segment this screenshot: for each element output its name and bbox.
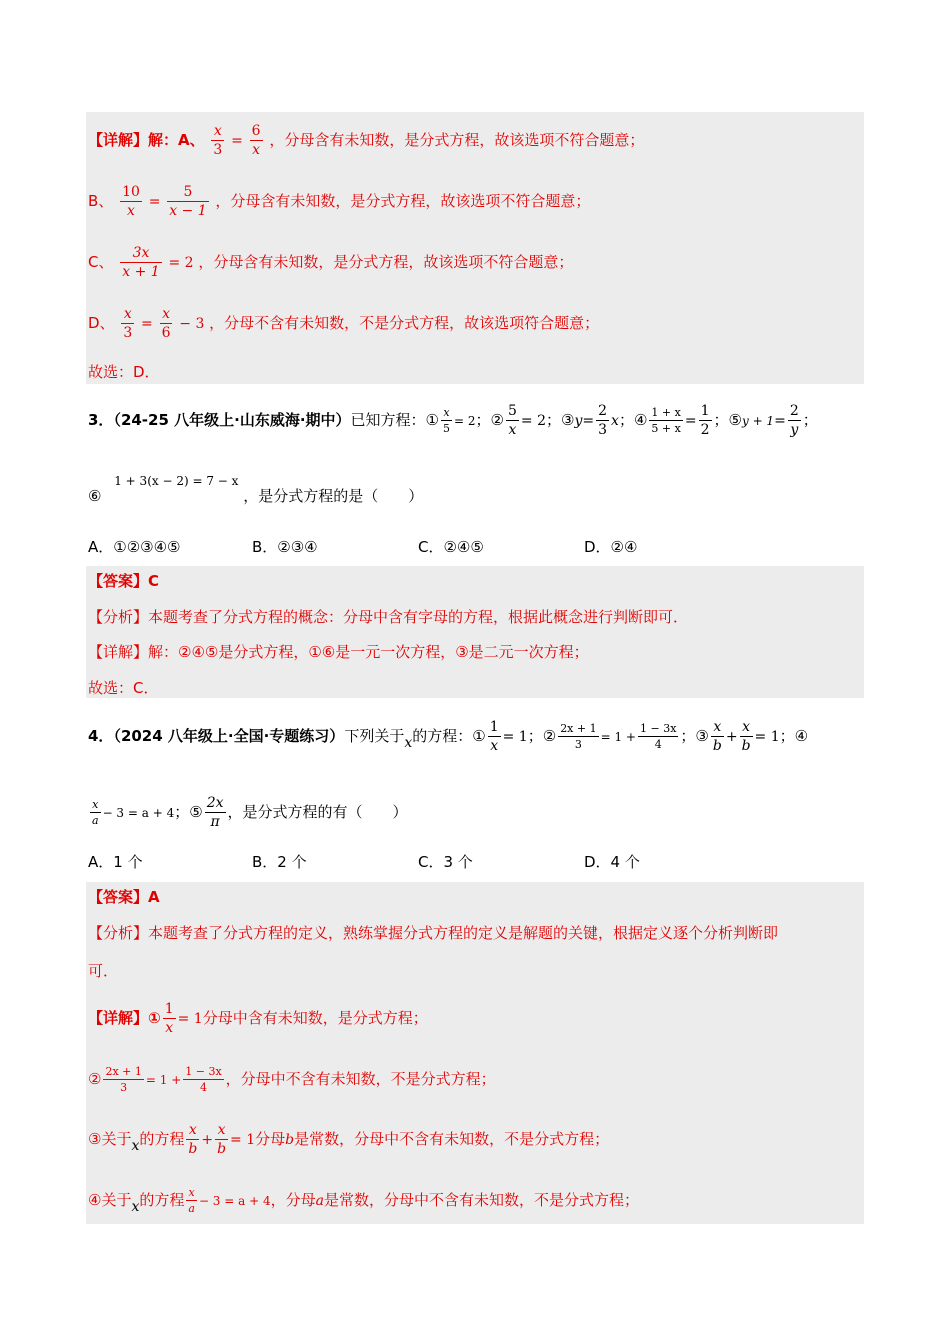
q3-option-b[interactable]: B．②③④ (252, 538, 318, 556)
q3-stem: 3．（24-25 八年级上·山东威海·期中）已知方程：① $\frac{x}{5}$ = 2；② $\frac{5}{x}$ = 2；③y= $\frac{2}{3}$ x；④ $\frac{1 + x}{5 + x}$ = $\frac{1}{2}$ ；⑤y + 1= $\frac{2}{y}$ ； (88, 403, 818, 438)
q4-option-a[interactable]: A．1 个 (88, 853, 143, 871)
fraction: $\frac{1 - 3x}{4}$ (639, 722, 677, 751)
fraction: $\frac{1}{x}$ (489, 719, 499, 754)
fraction: $\frac{2x + 1}{3}$ (560, 722, 597, 751)
fraction: $\frac{x}{b}$ (712, 719, 722, 754)
fraction: $\frac{x}{6}$ (161, 306, 171, 341)
fraction: $\frac{x}{b}$ (217, 1122, 227, 1157)
q4-option-b[interactable]: B．2 个 (252, 853, 307, 871)
fraction: $\frac{x}{3}$ (123, 306, 133, 341)
q3-option-a[interactable]: A．①②③④⑤ (88, 538, 181, 556)
fraction: $\frac{x}{a}$ (92, 798, 99, 827)
fraction: $\frac{5}{x - 1}$ (169, 184, 207, 219)
q4-answer: 【答案】A (88, 888, 160, 906)
q3-stem-2: ⑥ $^{1 + 3(x - 2) = 7 - x}$ ，是分式方程的是（ ） (88, 474, 424, 505)
q3-answer: 【答案】C (88, 572, 160, 590)
q4-stem-2: $\frac{x}{a}$ − 3 = a + 4；⑤ $\frac{2x}{\pi}$ ，是分式方程的有（ ） (92, 795, 408, 830)
q4-detail-1: 【详解】① $\frac{1}{x}$ = 1分母中含有未知数，是分式方程； (88, 1001, 428, 1036)
fraction: $\frac{10}{x}$ (122, 184, 140, 219)
q4-detail-4: ④关于x的方程 $\frac{x}{a}$ − 3 = a + 4，分母a是常数，分母中不含有未知数，不是分式方程； (88, 1186, 639, 1215)
fraction: $\frac{2x + 1}{3}$ (105, 1065, 142, 1094)
q4-analysis-2: 可． (88, 962, 119, 980)
sec1-line-b: B、 $\frac{10}{x}$ = $\frac{5}{x - 1}$ ，分母含有未知数，是分式方程，故该选项不符合题意； (88, 184, 591, 219)
q3-conclusion: 故选：C． (88, 679, 159, 697)
fraction: $\frac{5}{x}$ (507, 403, 517, 438)
sec1-conclusion: 故选：D． (88, 363, 160, 381)
fraction: $\frac{1 - 3x}{4}$ (185, 1065, 222, 1094)
fraction: $\frac{2}{3}$ (598, 403, 608, 438)
q4-analysis-1: 【分析】本题考查了分式方程的定义，熟练掌握分式方程的定义是解题的关键，根据定义逐个分析判断即 (88, 924, 779, 942)
fraction: $\frac{3x}{x + 1}$ (122, 245, 160, 280)
fraction: $\frac{x}{b}$ (741, 719, 751, 754)
fraction: $\frac{x}{a}$ (188, 1186, 195, 1215)
fraction: $\frac{2}{y}$ (789, 403, 799, 438)
q3-analysis: 【分析】本题考查了分式方程的概念：分母中含有字母的方程，根据此概念进行判断即可． (88, 608, 689, 626)
fraction: $\frac{1}{x}$ (164, 1001, 174, 1036)
q4-detail-2: ② $\frac{2x + 1}{3}$ = 1 + $\frac{1 - 3x}{4}$ ，分母中不含有未知数，不是分式方程； (88, 1065, 496, 1094)
fraction: $\frac{1 + x}{5 + x}$ (651, 406, 681, 435)
q4-option-c[interactable]: C．3 个 (418, 853, 473, 871)
fraction: $\frac{2x}{\pi}$ (206, 795, 224, 830)
q3-option-c[interactable]: C．②④⑤ (418, 538, 484, 556)
sec1-line-d: D、 $\frac{x}{3}$ = $\frac{x}{6}$ − 3 ，分母不含有未知数，不是分式方程，故该选项符合题意； (88, 306, 600, 341)
fraction: $\frac{x}{b}$ (188, 1122, 198, 1157)
q3-option-d[interactable]: D．②④ (584, 538, 638, 556)
fraction: $\frac{x}{5}$ (443, 406, 450, 435)
fraction: $\frac{x}{3}$ (213, 123, 223, 158)
fraction: $\frac{6}{x}$ (251, 123, 261, 158)
q4-option-d[interactable]: D．4 个 (584, 853, 640, 871)
q4-stem: 4．（2024 八年级上·全国·专题练习）下列关于x的方程：① $\frac{1}{x}$ = 1；② $\frac{2x + 1}{3}$ = 1 + $\frac{1 - 3x}{4}$ ；③ $\frac{x}{b}$ + $\frac{x}{b}$ = 1；④ (88, 719, 809, 754)
sec1-line-a: 【详解】解：A、 $\frac{x}{3}$ = $\frac{6}{x}$ ，分母含有未知数，是分式方程，故该选项不符合题意； (88, 123, 645, 158)
fraction: $\frac{1}{2}$ (700, 403, 710, 438)
sec1-line-c: C、 $\frac{3x}{x + 1}$ = 2 ，分母含有未知数，是分式方程，故该选项不符合题意； (88, 245, 574, 280)
q4-detail-3: ③关于x的方程 $\frac{x}{b}$ + $\frac{x}{b}$ = 1分母b是常数，分母中不含有未知数，不是分式方程； (88, 1122, 610, 1157)
q3-detail: 【详解】解：②④⑤是分式方程，①⑥是一元一次方程，③是二元一次方程； (88, 643, 589, 661)
